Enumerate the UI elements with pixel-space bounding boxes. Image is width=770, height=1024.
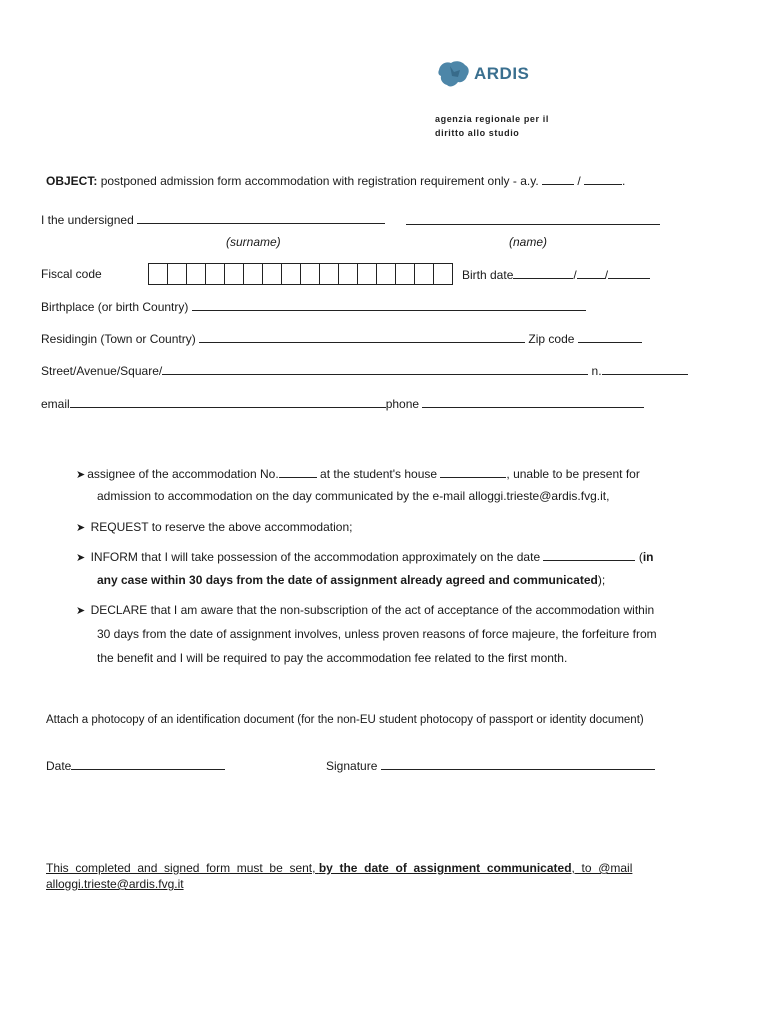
bullet-declare xyxy=(76,603,654,617)
footer-text: , to @mail xyxy=(571,861,633,875)
undersigned-label: I the undersigned xyxy=(41,213,134,227)
student-house-field[interactable] xyxy=(440,466,506,478)
zip-code-label: Zip code xyxy=(528,332,575,346)
arrow-bullet-icon: ➤ xyxy=(76,552,86,564)
birthplace-label: Birthplace (or birth Country) xyxy=(41,300,189,314)
bullet-declare-line3: the benefit and I will be required to pay the accommodation fee related to the first month. xyxy=(97,651,568,665)
fiscal-code-box[interactable] xyxy=(319,263,339,285)
contact-row xyxy=(41,396,644,411)
street-number-label: n. xyxy=(591,364,602,378)
academic-year-end-field[interactable] xyxy=(584,173,622,185)
undersigned-row xyxy=(41,212,385,227)
street-row xyxy=(41,363,688,378)
fiscal-code-box[interactable] xyxy=(357,263,377,285)
bullet-text: INFORM that I will take possession of the accommodation approximately on the date xyxy=(90,550,541,564)
fiscal-code-box[interactable] xyxy=(300,263,320,285)
bullet-text: ( xyxy=(638,550,643,564)
bullet-text: DECLARE that I am aware that the non-subscription of the act of acceptance of the accommodation within xyxy=(90,603,655,617)
surname-field[interactable] xyxy=(137,212,385,224)
bullet-text: REQUEST to reserve the above accommodation; xyxy=(90,520,353,534)
bullet-assignee xyxy=(76,466,640,481)
accommodation-number-field[interactable] xyxy=(279,466,317,478)
fiscal-code-box[interactable] xyxy=(338,263,358,285)
region-map-icon xyxy=(436,58,472,90)
residing-row xyxy=(41,331,642,346)
object-end: . xyxy=(622,174,626,188)
street-field[interactable] xyxy=(162,363,588,375)
object-separator: / xyxy=(577,174,581,188)
bullet-inform xyxy=(76,549,653,564)
fiscal-code-box[interactable] xyxy=(262,263,282,285)
fiscal-code-box[interactable] xyxy=(414,263,434,285)
fiscal-code-box[interactable] xyxy=(281,263,301,285)
date-row xyxy=(46,758,225,773)
agency-name-line2: diritto allo studio xyxy=(435,128,520,138)
date-field[interactable] xyxy=(71,758,225,770)
bullet-text: assignee of the accommodation No. xyxy=(87,467,279,481)
academic-year-start-field[interactable] xyxy=(542,173,574,185)
bullet-text: ); xyxy=(597,573,606,587)
birthplace-field[interactable] xyxy=(192,299,586,311)
arrow-bullet-icon: ➤ xyxy=(76,469,86,481)
footer-bold-text: by the date of assignment communicated xyxy=(318,861,572,875)
possession-date-field[interactable] xyxy=(543,549,635,561)
arrow-bullet-icon: ➤ xyxy=(76,605,86,617)
birth-date-separator: / xyxy=(604,268,609,282)
fiscal-code-label: Fiscal code xyxy=(41,267,102,281)
birth-date-label: Birth date xyxy=(462,268,514,282)
logo-wordmark: ARDIS xyxy=(474,64,530,83)
zip-code-field[interactable] xyxy=(578,331,642,343)
fiscal-code-box[interactable] xyxy=(243,263,263,285)
bullet-assignee-line2: admission to accommodation on the day communicated by the e-mail alloggi.trieste@ardis.fvg.it, xyxy=(97,489,610,503)
signature-label: Signature xyxy=(326,759,378,773)
name-field[interactable] xyxy=(406,213,660,225)
bullet-bold-text: any case within 30 days from the date of assignment already agreed and communicated xyxy=(97,573,598,587)
signature-row xyxy=(326,758,655,773)
footer-email-link[interactable]: alloggi.trieste@ardis.fvg.it xyxy=(46,877,184,891)
fiscal-code-box[interactable] xyxy=(376,263,396,285)
email-label: email xyxy=(41,397,70,411)
date-label: Date xyxy=(46,759,72,773)
bullet-declare-line2: 30 days from the date of assignment involves, unless proven reasons of force majeure, the forfeiture from xyxy=(97,627,657,641)
fiscal-code-box[interactable] xyxy=(224,263,244,285)
bullet-request xyxy=(76,520,352,534)
bullet-text: at the student's house xyxy=(320,467,438,481)
footer-note xyxy=(46,861,632,875)
birthplace-row xyxy=(41,299,586,314)
fiscal-code-box[interactable] xyxy=(186,263,206,285)
object-text: postponed admission form accommodation with registration requirement only - a.y. xyxy=(100,174,539,188)
bullet-bold-text: in xyxy=(642,550,654,564)
street-label: Street/Avenue/Square/ xyxy=(41,364,163,378)
bullet-inform-line2 xyxy=(97,573,605,587)
birth-month-field[interactable] xyxy=(577,267,605,279)
email-field[interactable] xyxy=(70,396,386,408)
fiscal-code-box[interactable] xyxy=(395,263,415,285)
birth-year-field[interactable] xyxy=(608,267,650,279)
phone-label: phone xyxy=(385,397,420,411)
object-label: OBJECT: xyxy=(46,174,98,188)
residing-label: Residingin (Town or Country) xyxy=(41,332,196,346)
arrow-bullet-icon: ➤ xyxy=(76,522,86,534)
residing-field[interactable] xyxy=(199,331,525,343)
phone-field[interactable] xyxy=(422,396,644,408)
birth-date-separator: / xyxy=(573,268,577,282)
fiscal-code-box[interactable] xyxy=(433,263,453,285)
fiscal-code-boxes xyxy=(148,263,458,285)
street-number-field[interactable] xyxy=(602,363,688,375)
fiscal-code-box[interactable] xyxy=(167,263,187,285)
fiscal-code-box[interactable] xyxy=(205,263,225,285)
agency-name-line1: agenzia regionale per il xyxy=(435,114,549,124)
object-line xyxy=(46,173,625,188)
signature-field[interactable] xyxy=(381,758,655,770)
footer-text: This completed and signed form must be sent, xyxy=(46,861,316,875)
birth-day-field[interactable] xyxy=(513,267,573,279)
surname-caption: (surname) xyxy=(226,235,281,249)
birth-date-row xyxy=(462,267,650,282)
attach-note: Attach a photocopy of an identification document (for the non-EU student photocopy of passport or identity document) xyxy=(46,714,644,726)
fiscal-code-box[interactable] xyxy=(148,263,168,285)
name-caption: (name) xyxy=(509,235,548,249)
bullet-text: , unable to be present for xyxy=(506,467,640,481)
